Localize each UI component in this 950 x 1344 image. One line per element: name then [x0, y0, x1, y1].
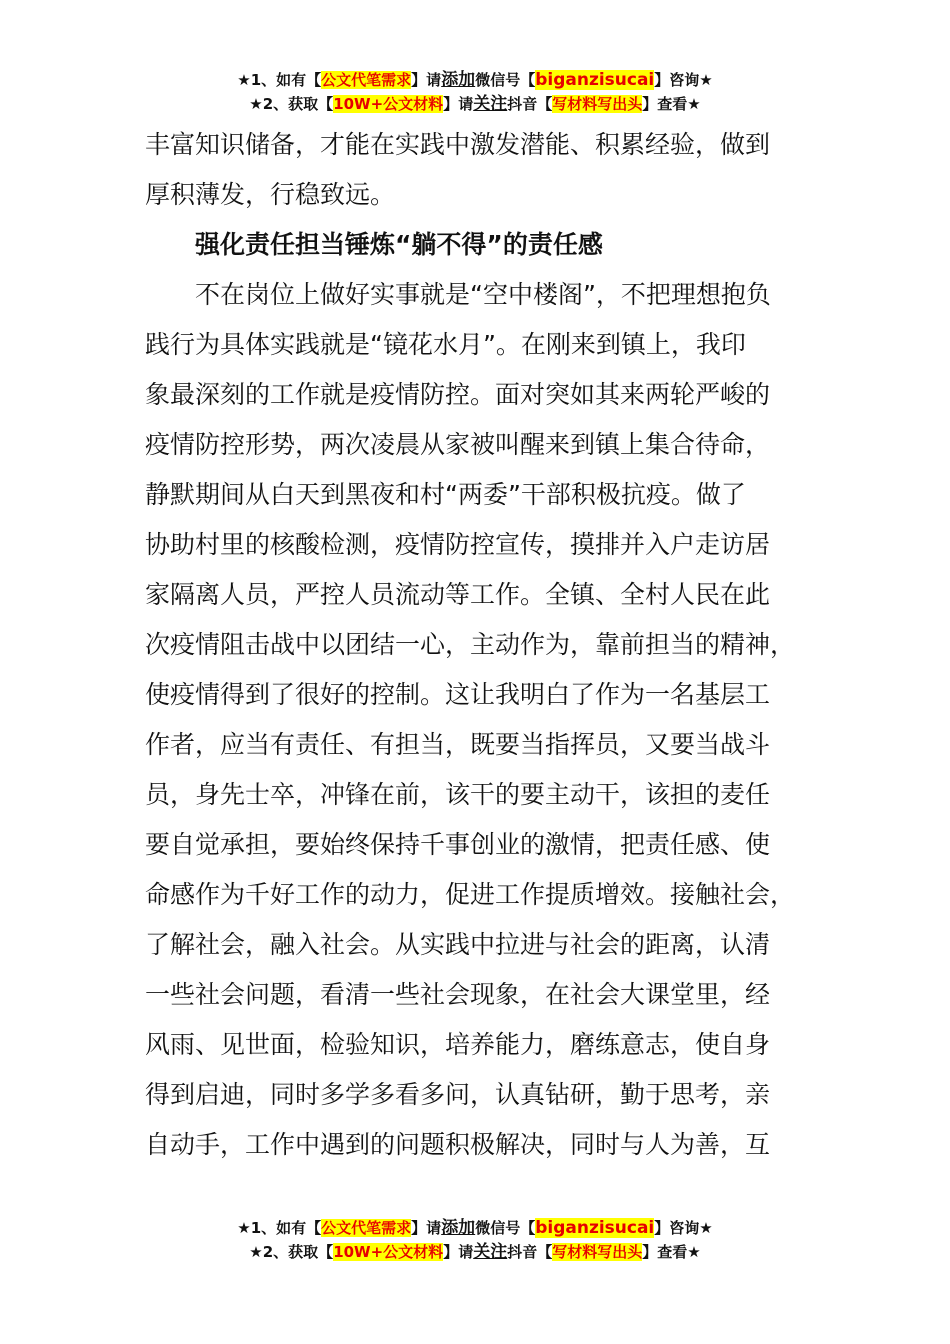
body-line: 作者，应当有责任、有担当，既要当指挥员，又要当战斗 — [145, 730, 771, 759]
footer-banner — [0, 1216, 950, 1264]
body-line: 厚积薄发，行稳致远。 — [145, 180, 396, 209]
body-line: 践行为具体实践就是“镜花水月”。在刚来到镇上，我印 — [145, 330, 746, 359]
body-line: 了解社会，融入社会。从实践中拉进与社会的距离，认清 — [145, 930, 771, 959]
body-line: 家隔离人员，严控人员流动等工作。全镇、全村人民在此 — [145, 580, 771, 609]
body-line: 自动手，工作中遇到的问题积极解决，同时与人为善，互 — [145, 1130, 771, 1159]
highlight-wechat-id: biganzisucai — [535, 70, 655, 90]
banner-line-2: ★2、获取【10W+公文材料】请关注抖音【写材料写出头】查看★ — [249, 1242, 701, 1262]
body-line: 丰富知识储备，才能在实践中激发潜能、积累经验，做到 — [145, 130, 771, 159]
banner-line-1: ★1、如有【公文代笔需求】请添加微信号【biganzisucai】咨询★ — [237, 1218, 713, 1238]
body-line: 一些社会问题，看清一些社会现象，在社会大课堂里，经 — [145, 980, 771, 1009]
header-banner — [0, 68, 950, 116]
banner-line-1: ★1、如有【公文代笔需求】请添加微信号【biganzisucai】咨询★ — [237, 70, 713, 90]
highlight-materials: 10W+公文材料 — [333, 95, 444, 113]
body-line: 疫情防控形势，两次凌晨从家被叫醒来到镇上集合待命， — [145, 430, 771, 459]
document-body — [145, 120, 815, 1170]
highlight-douyin: 写材料写出头 — [552, 1243, 643, 1261]
highlight-materials: 10W+公文材料 — [333, 1243, 444, 1261]
highlight-wechat-id: biganzisucai — [535, 1218, 655, 1238]
highlight-service: 公文代笔需求 — [321, 71, 412, 89]
body-line: 不在岗位上做好实事就是“空中楼阁”，不把理想抱负 — [145, 280, 771, 309]
body-line: 员，身先士卒，冲锋在前，该干的要主动干，该担的麦任 — [145, 780, 771, 809]
body-line: 得到启迪，同时多学多看多问，认真钻研，勤于思考，亲 — [145, 1080, 771, 1109]
body-line: 风雨、见世面，检验知识，培养能力，磨练意志，使自身 — [145, 1030, 771, 1059]
body-line: 协助村里的核酸检测，疫情防控宣传，摸排并入户走访居 — [145, 530, 771, 559]
banner-line-2: ★2、获取【10W+公文材料】请关注抖音【写材料写出头】查看★ — [249, 94, 701, 114]
highlight-service: 公文代笔需求 — [321, 1219, 412, 1237]
body-line: 使疫情得到了很好的控制。这让我明白了作为一名基层工 — [145, 680, 771, 709]
body-line: 象最深刻的工作就是疫情防控。面对突如其来两轮严峻的 — [145, 380, 771, 409]
section-heading: 强化责任担当锤炼“躺不得”的责任感 — [145, 230, 603, 259]
body-line: 次疫情阻击战中以团结一心，主动作为，靠前担当的精神， — [145, 630, 796, 659]
body-line: 要自觉承担，要始终保持千事创业的激情，把责任感、使 — [145, 830, 771, 859]
body-line: 命感作为千好工作的动力，促进工作提质增效。接触社会， — [145, 880, 796, 909]
body-line: 静默期间从白天到黑夜和村“两委”干部积极抗疫。做了 — [145, 480, 746, 509]
highlight-douyin: 写材料写出头 — [552, 95, 643, 113]
